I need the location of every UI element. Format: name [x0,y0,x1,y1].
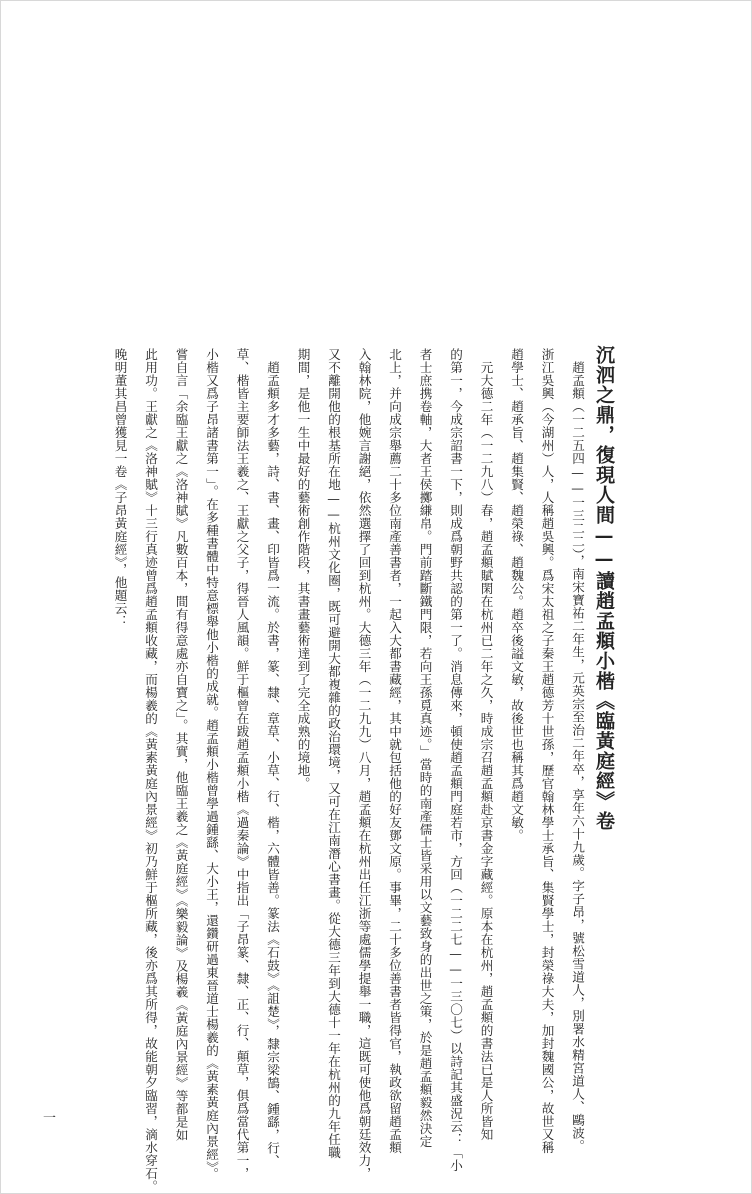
text-column: 小楷又爲子昂諸書第一」。在多種書體中特意標舉他小楷的成就。趙孟頫小楷曾學過鍾繇、大小王，還鑽研過東晉道士楊羲的《黃素黃庭內景經》。 [204,348,219,1181]
text-column: 又不離開他的根基所在地——杭州文化圈，既可避開大都複雜的政治環境，又可在江南潛心書畫。從大德三年到大德十一年在杭州的九年任職 [326,348,341,1159]
text-column: 北上，并向成宗舉薦二十多位南產善書者，一起入大都書藏經，其中就包括他的好友鄧文原。事畢，二十多位善書者皆得官，執政欲留趙孟頫 [387,348,402,1154]
text-column: 元大德二年（一二九八）春，趙孟頫賦閑在杭州已二年之久，時成宗召趙孟頫赴京書金字藏經。原本在杭州，趙孟頫的書法已是人所皆知 [478,348,494,1141]
text-column: 趙孟頫多才多藝，詩、書、畫、印皆爲一流。於書，篆、隸、章草、小草、行、楷，六體皆善。篆法《石鼓》《詛楚》，隸宗梁鵠、鍾繇，行、 [265,348,280,1168]
text-column: 趙學士、趙承旨、趙集賢、趙榮祿、趙魏公。趙卒後謚文敏，故後世也稱其爲趙文敏。 [509,348,524,842]
text-column: 的第一，今成宗詔書一下，則成爲朝野共認的第一了。消息傳來，頓使趙孟頫門庭若市，方回（一二二七——一三〇七）以詩記其盛況云：「小 [448,348,463,1172]
text-column: 期間，是他一生中最好的藝術創作階段，其書畫藝術達到了完全成熟的境地。 [295,348,311,790]
page-number: 一 [43,1111,57,1126]
text-column: 此用功。王獻之《洛神賦》十三行真迹曾爲趙孟頫收藏，而楊羲的《黃素黃庭內景經》初乃鮮于樞所藏，後亦爲其所得，故能朝夕臨習，滴水穿石。 [143,348,158,1193]
page-title: 沉泗之鼎，復現人間——讀趙孟頫小楷《臨黃庭經》卷 [593,345,615,831]
text-column: 趙孟頫（一二五四——一三二二），南宋寶祐二年生，元英宗至治二年卒，享年六十九歲。字子昂，號松雪道人，別署水精宮道人、鷗波。 [570,348,585,1153]
text-column: 者士庶携卷軸，大者王侯擲縑帛。門前踏斷鐵門限，若向王孫覓真迹。」當時的南產儒士皆采用以文藝致身的出世之策，於是趙孟頫毅然決定 [417,348,433,1148]
text-column: 浙江吳興（今湖州）人，人稱趙吳興。爲宋太祖之子秦王趙德芳十世孫，歷官翰林學士承旨、集賢學士，封榮祿大夫，加封魏國公，故世又稱 [539,348,555,1154]
text-column: 嘗自言「余臨王獻之《洛神賦》凡數百本，間有得意處亦自寶之」。其實，他臨王羲之《黃庭經》《樂毅論》及楊羲《黃庭內景經》等都是如 [173,348,189,1142]
text-column: 晚明董其昌曾獲見一卷《子昂黃庭經》，他題云： [112,348,128,628]
text-column: 草、楷皆主要師法王羲之、王獻之父子，得晉人風韻。鮮于樞曾在跋趙孟頫小楷《過秦論》中指出「子昂篆、隸、正、行、顛草，俱爲當代第一， [234,348,250,1180]
text-column: 入翰林院，他婉言謝絕，依然選擇了回到杭州。大德三年（一二九九）八月，趙孟頫在杭州出任江浙等處儒學提舉一職，這既可使他爲朝廷效力， [356,348,372,1180]
